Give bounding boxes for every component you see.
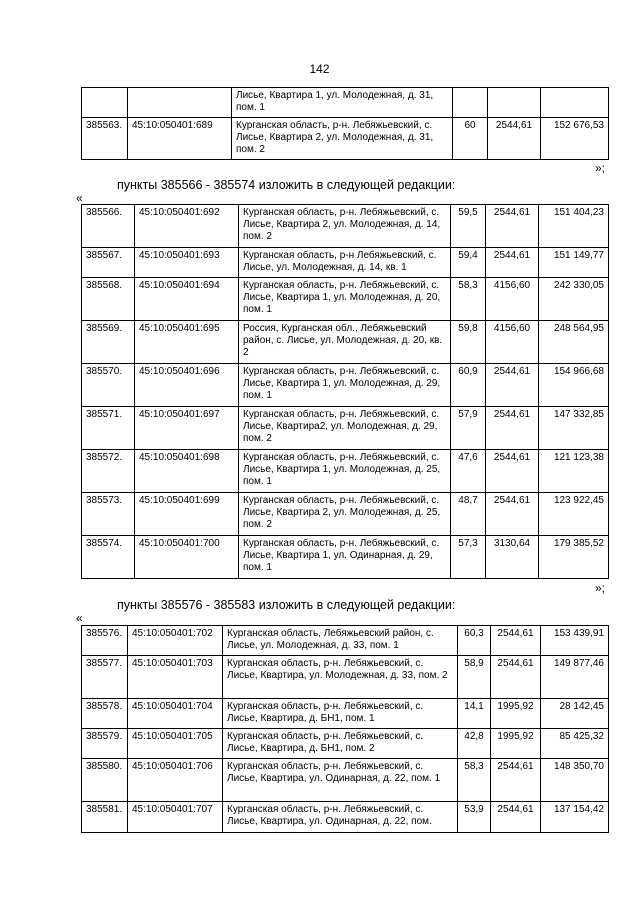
- address: Курганская область, р-н. Лебяжьевский, с. Лисье, Квартира, д. БН1, пом. 2: [223, 729, 458, 759]
- table-row: [82, 626, 609, 656]
- rate: 1995,92: [491, 729, 541, 759]
- cadastral-number: 45:10:050401:689: [128, 118, 232, 160]
- rate: 2544,61: [486, 493, 539, 536]
- value: 152 676,53: [541, 118, 609, 160]
- rate: 2544,61: [491, 802, 541, 833]
- value: 153 439,91: [541, 626, 609, 656]
- cadastral-number: 45:10:050401:697: [135, 407, 239, 450]
- opening-quote-mark: «: [76, 191, 83, 205]
- area: 59,5: [451, 205, 486, 248]
- cadastral-number: 45:10:050401:706: [128, 759, 223, 802]
- value: 137 154,42: [541, 802, 609, 833]
- cadastral-number: 45:10:050401:696: [135, 364, 239, 407]
- table-row: [82, 450, 609, 493]
- area: 47,6: [451, 450, 486, 493]
- address: Курганская область, р-н. Лебяжьевский, с. Лисье, Квартира 2, ул. Молодежная, д. 25, пом. 2: [239, 493, 451, 536]
- row-number: 385573.: [82, 493, 135, 536]
- rate: 3130,64: [486, 536, 539, 579]
- table-row: [82, 729, 609, 759]
- rate: 2544,61: [486, 205, 539, 248]
- cadastral-number: 45:10:050401:695: [135, 321, 239, 364]
- area: 58,3: [458, 759, 491, 802]
- area: 59,4: [451, 248, 486, 278]
- address: Курганская область, р-н. Лебяжьевский, с. Лисье, Квартира 2, ул. Молодежная, д. 31, пом. 2: [232, 118, 453, 160]
- cadastral-number: 45:10:050401:707: [128, 802, 223, 833]
- rate: 2544,61: [488, 118, 541, 160]
- row-number: 385576.: [82, 626, 128, 656]
- value: 149 877,46: [541, 656, 609, 699]
- value: 242 330,05: [539, 278, 609, 321]
- value: 148 350,70: [541, 759, 609, 802]
- amendment-instruction: пункты 385566 - 385574 изложить в следующей редакции:: [117, 178, 456, 192]
- address: Курганская область, р-н. Лебяжьевский, с. Лисье, Квартира, д. БН1, пом. 1: [223, 699, 458, 729]
- rate: 2544,61: [486, 450, 539, 493]
- row-number: 385570.: [82, 364, 135, 407]
- area: 59,8: [451, 321, 486, 364]
- rate: 2544,61: [491, 626, 541, 656]
- area: 57,9: [451, 407, 486, 450]
- value: 123 922,45: [539, 493, 609, 536]
- rate: 2544,61: [486, 248, 539, 278]
- cadastral-table: [81, 625, 609, 833]
- cadastral-number: 45:10:050401:703: [128, 656, 223, 699]
- address: Курганская область, р-н. Лебяжьевский, с. Лисье, Квартира 2, ул. Молодежная, д. 14, пом. 2: [239, 205, 451, 248]
- table-row: [82, 364, 609, 407]
- address: Лисье, Квартира 1, ул. Молодежная, д. 31, пом. 1: [232, 88, 453, 118]
- area: 48,7: [451, 493, 486, 536]
- rate: 1995,92: [491, 699, 541, 729]
- rate: 2544,61: [491, 656, 541, 699]
- address: Курганская область, р-н. Лебяжьевский, с. Лисье, Квартира 1, ул. Молодежная, д. 25, пом. 1: [239, 450, 451, 493]
- value: 151 149,77: [539, 248, 609, 278]
- row-number: 385580.: [82, 759, 128, 802]
- area: 60: [453, 118, 488, 160]
- cadastral-number: 45:10:050401:698: [135, 450, 239, 493]
- page-number: 142: [309, 62, 330, 76]
- cadastral-number: 45:10:050401:693: [135, 248, 239, 278]
- table-row: [82, 248, 609, 278]
- row-number: 385579.: [82, 729, 128, 759]
- rate: 2544,61: [491, 759, 541, 802]
- closing-quote-mark: »;: [595, 581, 606, 595]
- table-row: [82, 759, 609, 802]
- rate: 2544,61: [486, 407, 539, 450]
- value: 248 564,95: [539, 321, 609, 364]
- cadastral-number: 45:10:050401:704: [128, 699, 223, 729]
- address: Курганская область, р-н. Лебяжьевский, с. Лисье, Квартира 1, ул. Молодежная, д. 20, пом. 1: [239, 278, 451, 321]
- row-number: 385568.: [82, 278, 135, 321]
- row-number: 385581.: [82, 802, 128, 833]
- rate: 4156,60: [486, 321, 539, 364]
- cadastral-number: 45:10:050401:694: [135, 278, 239, 321]
- area: 58,3: [451, 278, 486, 321]
- cadastral-number: [128, 88, 232, 118]
- table-row: [82, 118, 609, 160]
- address: Курганская область, р-н. Лебяжьевский, с. Лисье, Квартира2, ул. Молодежная, д. 29, пом. 2: [239, 407, 451, 450]
- area: 57,3: [451, 536, 486, 579]
- table-row: [82, 321, 609, 364]
- row-number: 385572.: [82, 450, 135, 493]
- area: 60,9: [451, 364, 486, 407]
- row-number: 385571.: [82, 407, 135, 450]
- table-row: [82, 493, 609, 536]
- rate: 2544,61: [486, 364, 539, 407]
- table-row: [82, 802, 609, 833]
- opening-quote-mark: «: [76, 611, 83, 625]
- table-row: [82, 278, 609, 321]
- table-row: [82, 407, 609, 450]
- row-number: [82, 88, 128, 118]
- rate: 4156,60: [486, 278, 539, 321]
- area: [453, 88, 488, 118]
- row-number: 385577.: [82, 656, 128, 699]
- table-row: [82, 205, 609, 248]
- row-number: 385578.: [82, 699, 128, 729]
- table-row: [82, 88, 609, 118]
- table-row: [82, 656, 609, 699]
- amendment-instruction: пункты 385576 - 385583 изложить в следующей редакции:: [117, 598, 456, 612]
- address: Курганская область, р-н. Лебяжьевский, с. Лисье, Квартира, ул. Одинарная, д. 22, пом. 1: [223, 759, 458, 802]
- row-number: 385563.: [82, 118, 128, 160]
- rate: [488, 88, 541, 118]
- cadastral-number: 45:10:050401:699: [135, 493, 239, 536]
- address: Курганская область, р-н. Лебяжьевский, с. Лисье, Квартира 1, ул. Молодежная, д. 29, пом. 1: [239, 364, 451, 407]
- area: 53,9: [458, 802, 491, 833]
- value: 121 123,38: [539, 450, 609, 493]
- cadastral-table-continuation: [81, 87, 609, 160]
- address: Курганская область, р-н. Лебяжьевский, с. Лисье, Квартира 1, ул. Одинарная, д. 29, пом. 1: [239, 536, 451, 579]
- value: 151 404,23: [539, 205, 609, 248]
- area: 42,8: [458, 729, 491, 759]
- table-row: [82, 699, 609, 729]
- value: 154 966,68: [539, 364, 609, 407]
- table-row: [82, 536, 609, 579]
- area: 14,1: [458, 699, 491, 729]
- address: Курганская область, р-н Лебяжьевский, с. Лисье, ул. Молодежная, д. 14, кв. 1: [239, 248, 451, 278]
- cadastral-table: [81, 204, 609, 579]
- cadastral-number: 45:10:050401:692: [135, 205, 239, 248]
- cadastral-number: 45:10:050401:700: [135, 536, 239, 579]
- value: [541, 88, 609, 118]
- area: 58,9: [458, 656, 491, 699]
- cadastral-number: 45:10:050401:705: [128, 729, 223, 759]
- value: 28 142,45: [541, 699, 609, 729]
- row-number: 385566.: [82, 205, 135, 248]
- closing-quote-mark: »;: [595, 161, 606, 175]
- address: Курганская область, Лебяжьевский район, с. Лисье, ул. Молодежная, д. 33, пом. 1: [223, 626, 458, 656]
- value: 147 332,85: [539, 407, 609, 450]
- row-number: 385574.: [82, 536, 135, 579]
- address: Курганская область, р-н. Лебяжьевский, с. Лисье, Квартира, ул. Молодежная, д. 33, пом. 2: [223, 656, 458, 699]
- row-number: 385569.: [82, 321, 135, 364]
- cadastral-number: 45:10:050401:702: [128, 626, 223, 656]
- value: 179 385,52: [539, 536, 609, 579]
- address: Курганская область, р-н. Лебяжьевский, с. Лисье, Квартира, ул. Одинарная, д. 22, пом.: [223, 802, 458, 833]
- row-number: 385567.: [82, 248, 135, 278]
- value: 85 425,32: [541, 729, 609, 759]
- address: Россия, Курганская обл., Лебяжьевский район, с. Лисье, ул. Молодежная, д. 20, кв. 2: [239, 321, 451, 364]
- area: 60,3: [458, 626, 491, 656]
